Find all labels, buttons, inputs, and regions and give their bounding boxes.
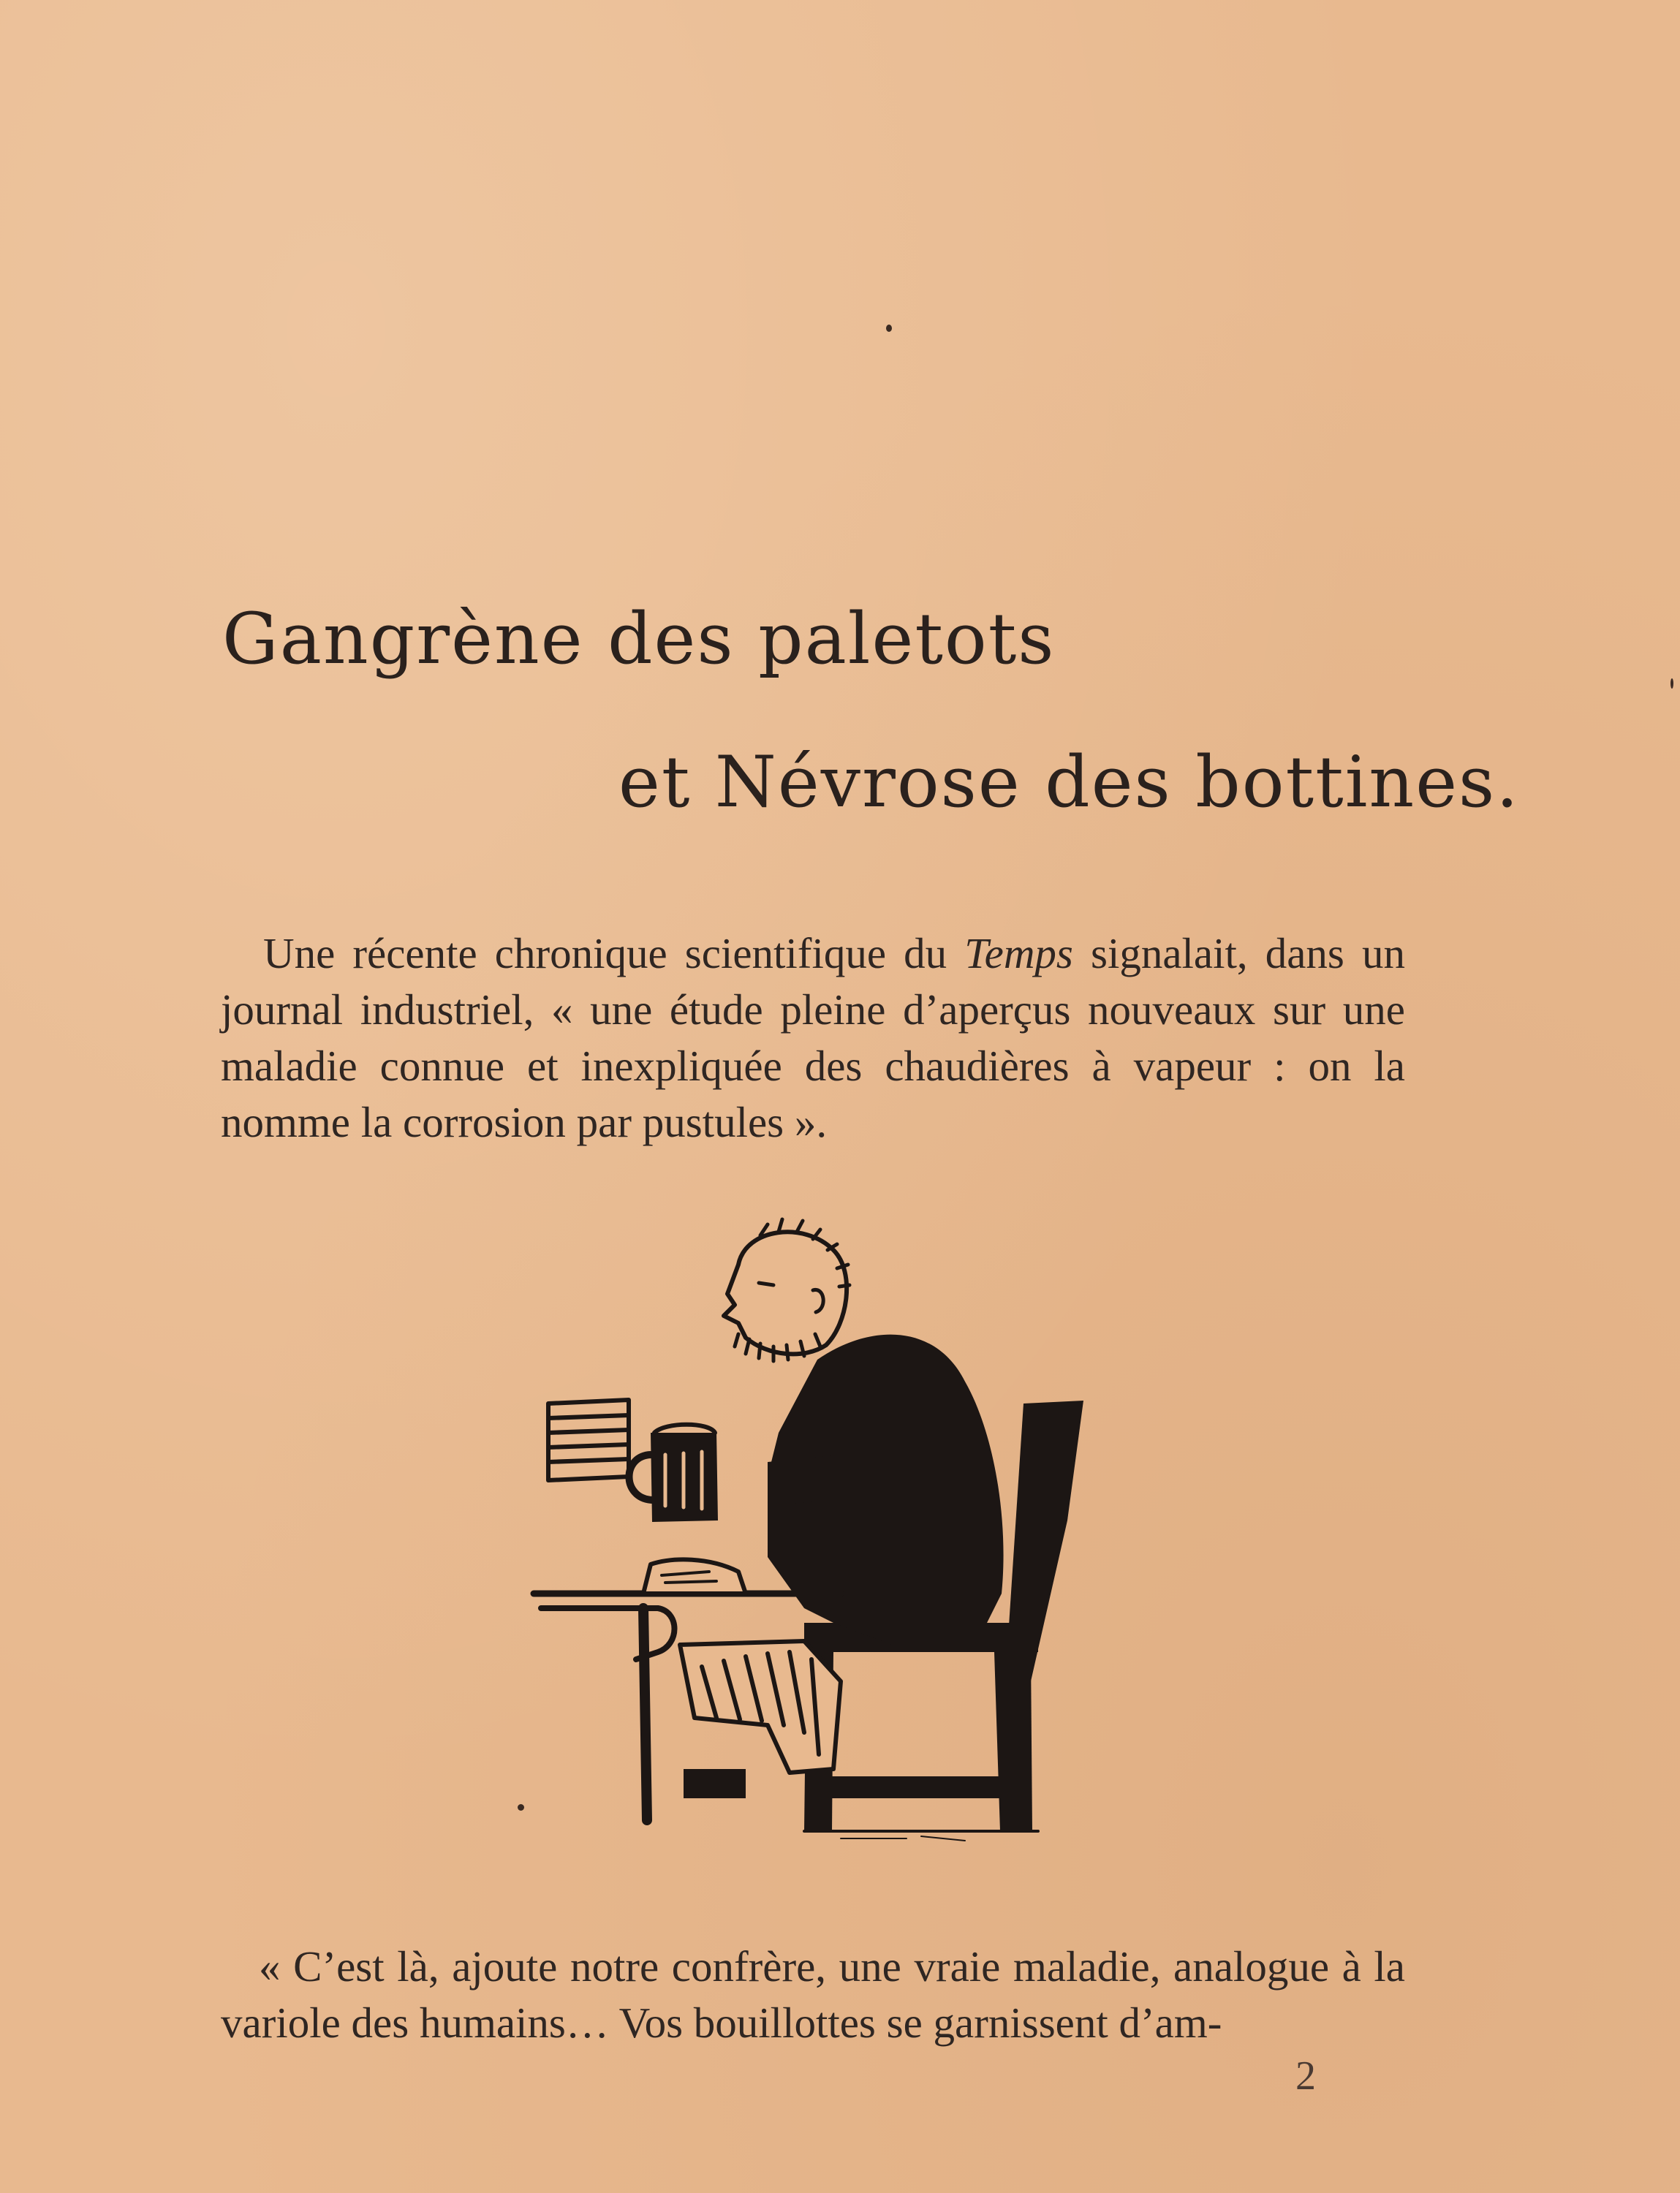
seated-man-drinking-illustration	[526, 1213, 1111, 1849]
title-line-1: Gangrène des paletots	[222, 598, 1056, 680]
paragraph-intro-rest: signalait, dans un journal industriel, « une étude pleine d’aperçus nouveaux sur une maladie connue et inexpliquée des chaudières à vapeur : on la nomme la corrosion par pustules ».	[221, 929, 1405, 1146]
paper-speck	[1670, 678, 1673, 689]
page-number: 2	[1295, 2053, 1316, 2099]
paragraph-intro-start: Une récente chronique scientifique du	[263, 929, 965, 977]
paper-speck	[886, 325, 892, 332]
paragraph-quote: « C’est là, ajoute notre confrère, une vraie maladie, analogue à la variole des humains… Vos bouillottes se garnissent d’am-	[221, 1942, 1405, 2047]
seated-man-with-beer-mug-drawing-icon	[526, 1213, 1111, 1849]
paper-speck	[518, 1804, 524, 1811]
newspaper-title-italic: Temps	[964, 929, 1073, 977]
title-line-2: et Névrose des bottines.	[618, 741, 1520, 823]
paragraph-intro	[221, 925, 1405, 1151]
